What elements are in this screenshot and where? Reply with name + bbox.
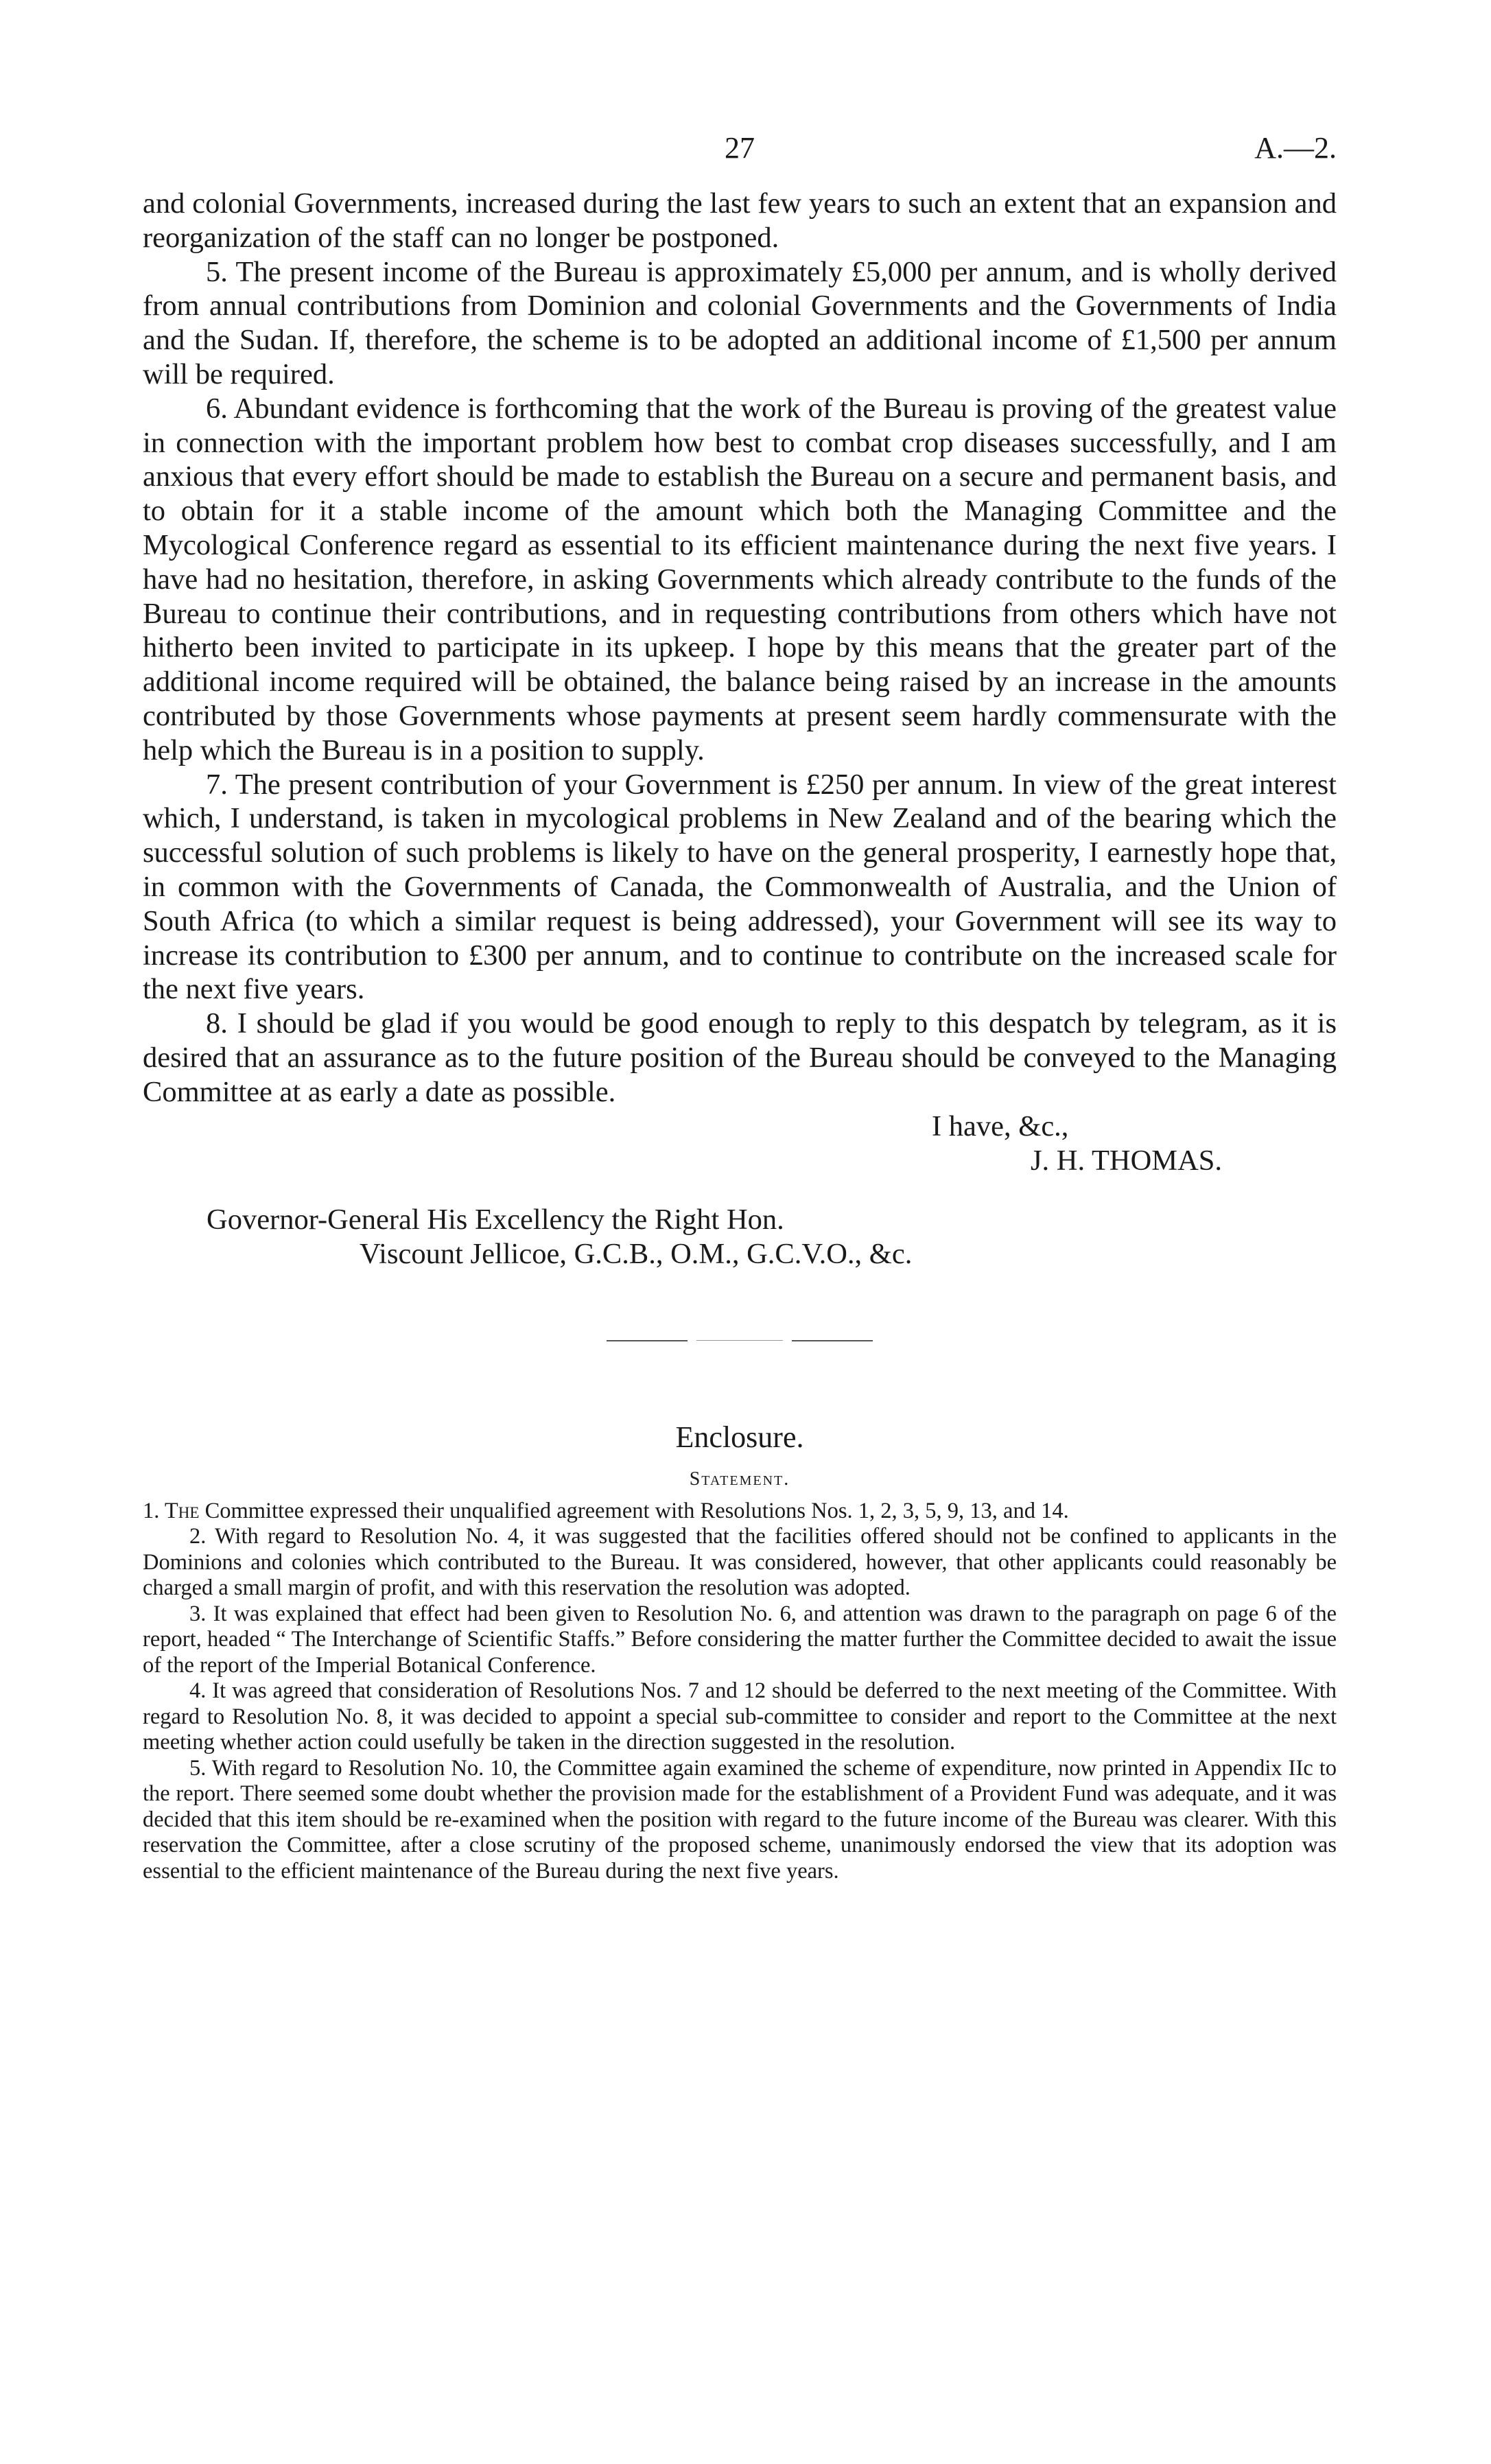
addressee-line-1: Governor-General His Excellency the Right Hon. — [207, 1203, 784, 1236]
enclosure-paragraph-2: 2. With regard to Resolution No. 4, it was suggested that the facilities offered should not be confined to applicants in the Dominions and colonies which contributed to the Bureau. It was considered, however, that other applicants could reasonably be charged a small margin of profit, and with this reservation the resolution was adopted. — [143, 1524, 1337, 1601]
paragraph-7: 7. The present contribution of your Government is £250 per annum. In view of the great interest which, I understand, is taken in mycological problems in New Zealand and of the bearing which the successful solution of such problems is likely to have on the general prosperity, I earnestly hope that, in common with the Governments of Canada, the Commonwealth of Australia, and the Union of South Africa (to which a similar request is being addressed), your Government will see its way to increase its contribution to £300 per annum, and to continue to contribute on the increased scale for the next five years. — [143, 768, 1337, 1006]
enclosure-title: Enclosure. — [675, 1420, 804, 1454]
divider-rule-right — [792, 1340, 873, 1341]
enclosure-paragraph-5: 5. With regard to Resolution No. 10, the Committee again examined the scheme of expenditure, now printed in Appendix IIc to the report. There seemed some doubt whether the provision made for the establishment of a Provident Fund was adequate, and it was decided that this item should be re-examined when the position with regard to the future income of the Bureau was clearer. With this reservation the Committee, after a close scrutiny of the proposed scheme, unanimously endorsed the view that its adoption was essential to the efficient maintenance of the Bureau during the next five years. — [143, 1755, 1337, 1884]
addressee-line-2: Viscount Jellicoe, G.C.B., O.M., G.C.V.O., &c. — [360, 1237, 913, 1270]
addressee-block — [143, 1203, 1337, 1271]
enclosure-paragraph-1-text: Committee expressed their unqualified agreement with Resolutions Nos. 1, 2, 3, 5, 9, 13, and 14. — [199, 1498, 1069, 1523]
divider-rule-left — [607, 1340, 688, 1341]
closing-salutation: I have, &c., — [932, 1110, 1069, 1142]
signature: J. H. THOMAS. — [1031, 1144, 1223, 1177]
page-header — [143, 130, 1337, 174]
document-page — [143, 130, 1337, 1884]
enclosure-paragraph-1 — [143, 1499, 1337, 1525]
enclosure-subtitle: Statement. — [689, 1468, 790, 1490]
enclosure-paragraph-3: 3. It was explained that effect had been given to Resolution No. 6, and attention was drawn to the paragraph on page 6 of the report, headed “ The Interchange of Scientific Staffs.” Before considering the matter further the Committee decided to await the issue of the report of the Imperial Botanical Conference. — [143, 1601, 1337, 1678]
enclosure-paragraph-1-lead: 1. The — [143, 1498, 200, 1523]
continuation-paragraph: and colonial Governments, increased during the last few years to such an extent that an expansion and reorganization of the staff can no longer be postponed. — [143, 187, 1337, 254]
despatch-body — [143, 187, 1337, 1110]
enclosure-body — [143, 1499, 1337, 1885]
paragraph-6: 6. Abundant evidence is forthcoming that the work of the Bureau is proving of the greatest value in connection with the important problem how best to combat crop diseases successfully, and I am anxious that every effort should be made to establish the Bureau on a secure and permanent basis, and to obtain for it a stable income of the amount which both the Managing Committee and the Mycological Conference regard as essential to its efficient maintenance during the next five years. I have had no hesitation, therefore, in asking Governments which already contribute to the funds of the Bureau to continue their contributions, and in requesting contributions from others which have not hitherto been invited to participate in its upkeep. I hope by this means that the greater part of the additional income required will be obtained, the balance being raised by an increase in the amounts contributed by those Governments whose payments at present seem hardly commensurate with the help which the Bureau is in a position to supply. — [143, 392, 1337, 766]
document-reference: A.—2. — [1254, 131, 1337, 165]
section-divider — [607, 1337, 873, 1344]
enclosure-paragraph-4: 4. It was agreed that consideration of Resolutions Nos. 7 and 12 should be deferred to the next meeting of the Committee. With regard to Resolution No. 8, it was decided to appoint a special sub-committee to consider and report to the Committee at the next meeting whether action could usefully be taken in the direction suggested in the resolution. — [143, 1678, 1337, 1755]
paragraph-5: 5. The present income of the Bureau is approximately £5,000 per annum, and is wholly derived from annual contributions from Dominion and colonial Governments and the Governments of India and the Sudan. If, therefore, the scheme is to be adopted an additional income of £1,500 per annum will be required. — [143, 255, 1337, 390]
divider-rule-middle — [696, 1340, 783, 1341]
closing-block — [143, 1110, 1337, 1180]
page-number: 27 — [725, 131, 755, 165]
paragraph-8: 8. I should be glad if you would be good enough to reply to this despatch by telegram, as it is desired that an assurance as to the future position of the Bureau should be conveyed to the Managing Committee at as early a date as possible. — [143, 1007, 1337, 1108]
